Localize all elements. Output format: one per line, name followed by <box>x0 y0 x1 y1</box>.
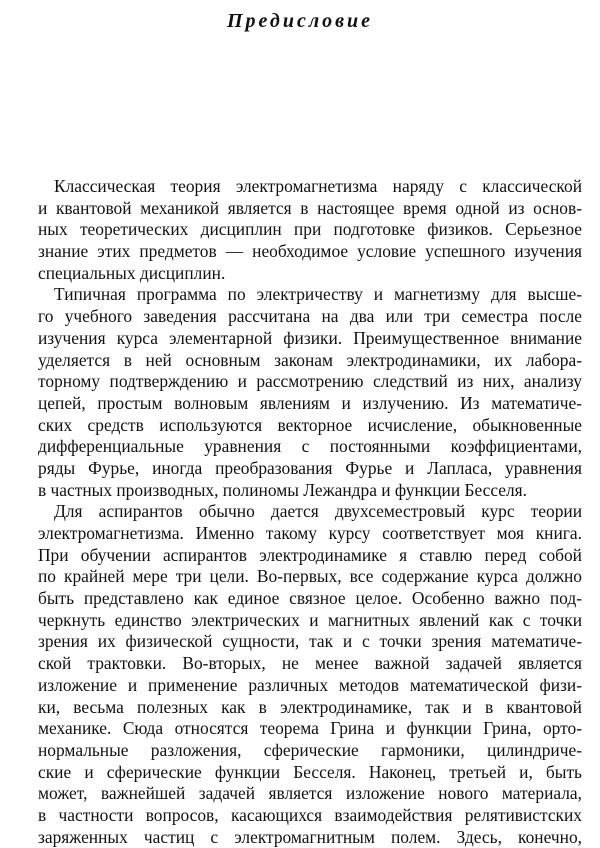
text-line: электромагнетизма. Именно такому курсу соответствует моя книга. <box>38 523 582 543</box>
text-line: по крайней мере три цели. Во-первых, все содержание курса должно <box>38 566 582 587</box>
text-line: дифференциальные уравнения с постоянными коэффициентами, <box>38 436 582 457</box>
text-line: уделяется в ней основным законам электродинамики, их лабора- <box>38 349 582 370</box>
text-line: ские и сферические функции Бесселя. Наконец, третьей и, быть <box>38 761 582 782</box>
text-line: ских средств используются векторное исчисление, обыкновенные <box>38 414 582 435</box>
text-line: Для аспирантов обычно дается двухсеместровый курс теории <box>54 501 582 522</box>
text-line: в частности вопросов, касающихся взаимодействия релятивистских <box>38 804 582 825</box>
text-line: ки, весьма полезных как в электродинамике, так и в квантовой <box>38 696 582 717</box>
text-line: специальных дисциплин. <box>38 262 226 283</box>
paragraph <box>38 284 582 501</box>
text-line: знание этих предметов — необходимое условие успешного изучения <box>38 241 582 262</box>
text-line: ской трактовки. Во-вторых, не менее важной задачей является <box>38 653 582 674</box>
text-line: изучения курса элементарной физики. Преимущественное внимание <box>38 327 582 348</box>
text-line: и квантовой механикой является в настоящее время одной из основ- <box>38 197 582 218</box>
text-line: ных теоретических дисциплин при подготовке физиков. Серьезное <box>38 219 582 240</box>
text-line: механике. Сюда относятся теорема Грина и функции Грина, орто- <box>38 718 582 739</box>
text-line: может, важнейшей задачей является изложение нового материала, <box>38 783 582 804</box>
page-title: Предисловие <box>226 10 374 32</box>
text-line: цепей, простым волновым явлениям и излучению. Из математиче- <box>38 392 582 413</box>
text-line: зрения их физической сущности, так и с точки зрения математиче- <box>38 631 582 652</box>
text-line: изложение и применение различных методов математической физи- <box>38 674 582 695</box>
preface-body <box>38 176 582 848</box>
text-line: быть представлено как единое связное целое. Особенно важно под- <box>38 588 582 609</box>
text-line: торному подтверждению и рассмотрению следствий из них, анализу <box>38 371 582 392</box>
text-line: нормальные разложения, сферические гармоники, цилиндриче- <box>38 739 582 760</box>
text-line: Классическая теория электромагнетизма наряду с классической <box>54 176 582 196</box>
text-line: го учебного заведения рассчитана на два или три семестра после <box>38 306 582 327</box>
text-line: ряды Фурье, иногда преобразования Фурье и Лапласа, уравнения <box>38 457 582 478</box>
text-line: заряженных частиц с электромагнитным полем. Здесь, конечно, <box>38 826 582 847</box>
paragraph <box>38 501 582 848</box>
text-line: При обучении аспирантов электродинамике я ставлю перед собой <box>38 544 582 565</box>
text-line: в частных производных, полиномы Лежандра и функции Бесселя. <box>38 479 528 500</box>
text-line: Типичная программа по электричеству и магнетизму для высше- <box>54 284 582 305</box>
text-line: черкнуть единство электрических и магнитных явлений как с точки <box>38 609 582 630</box>
paragraph <box>38 176 582 284</box>
